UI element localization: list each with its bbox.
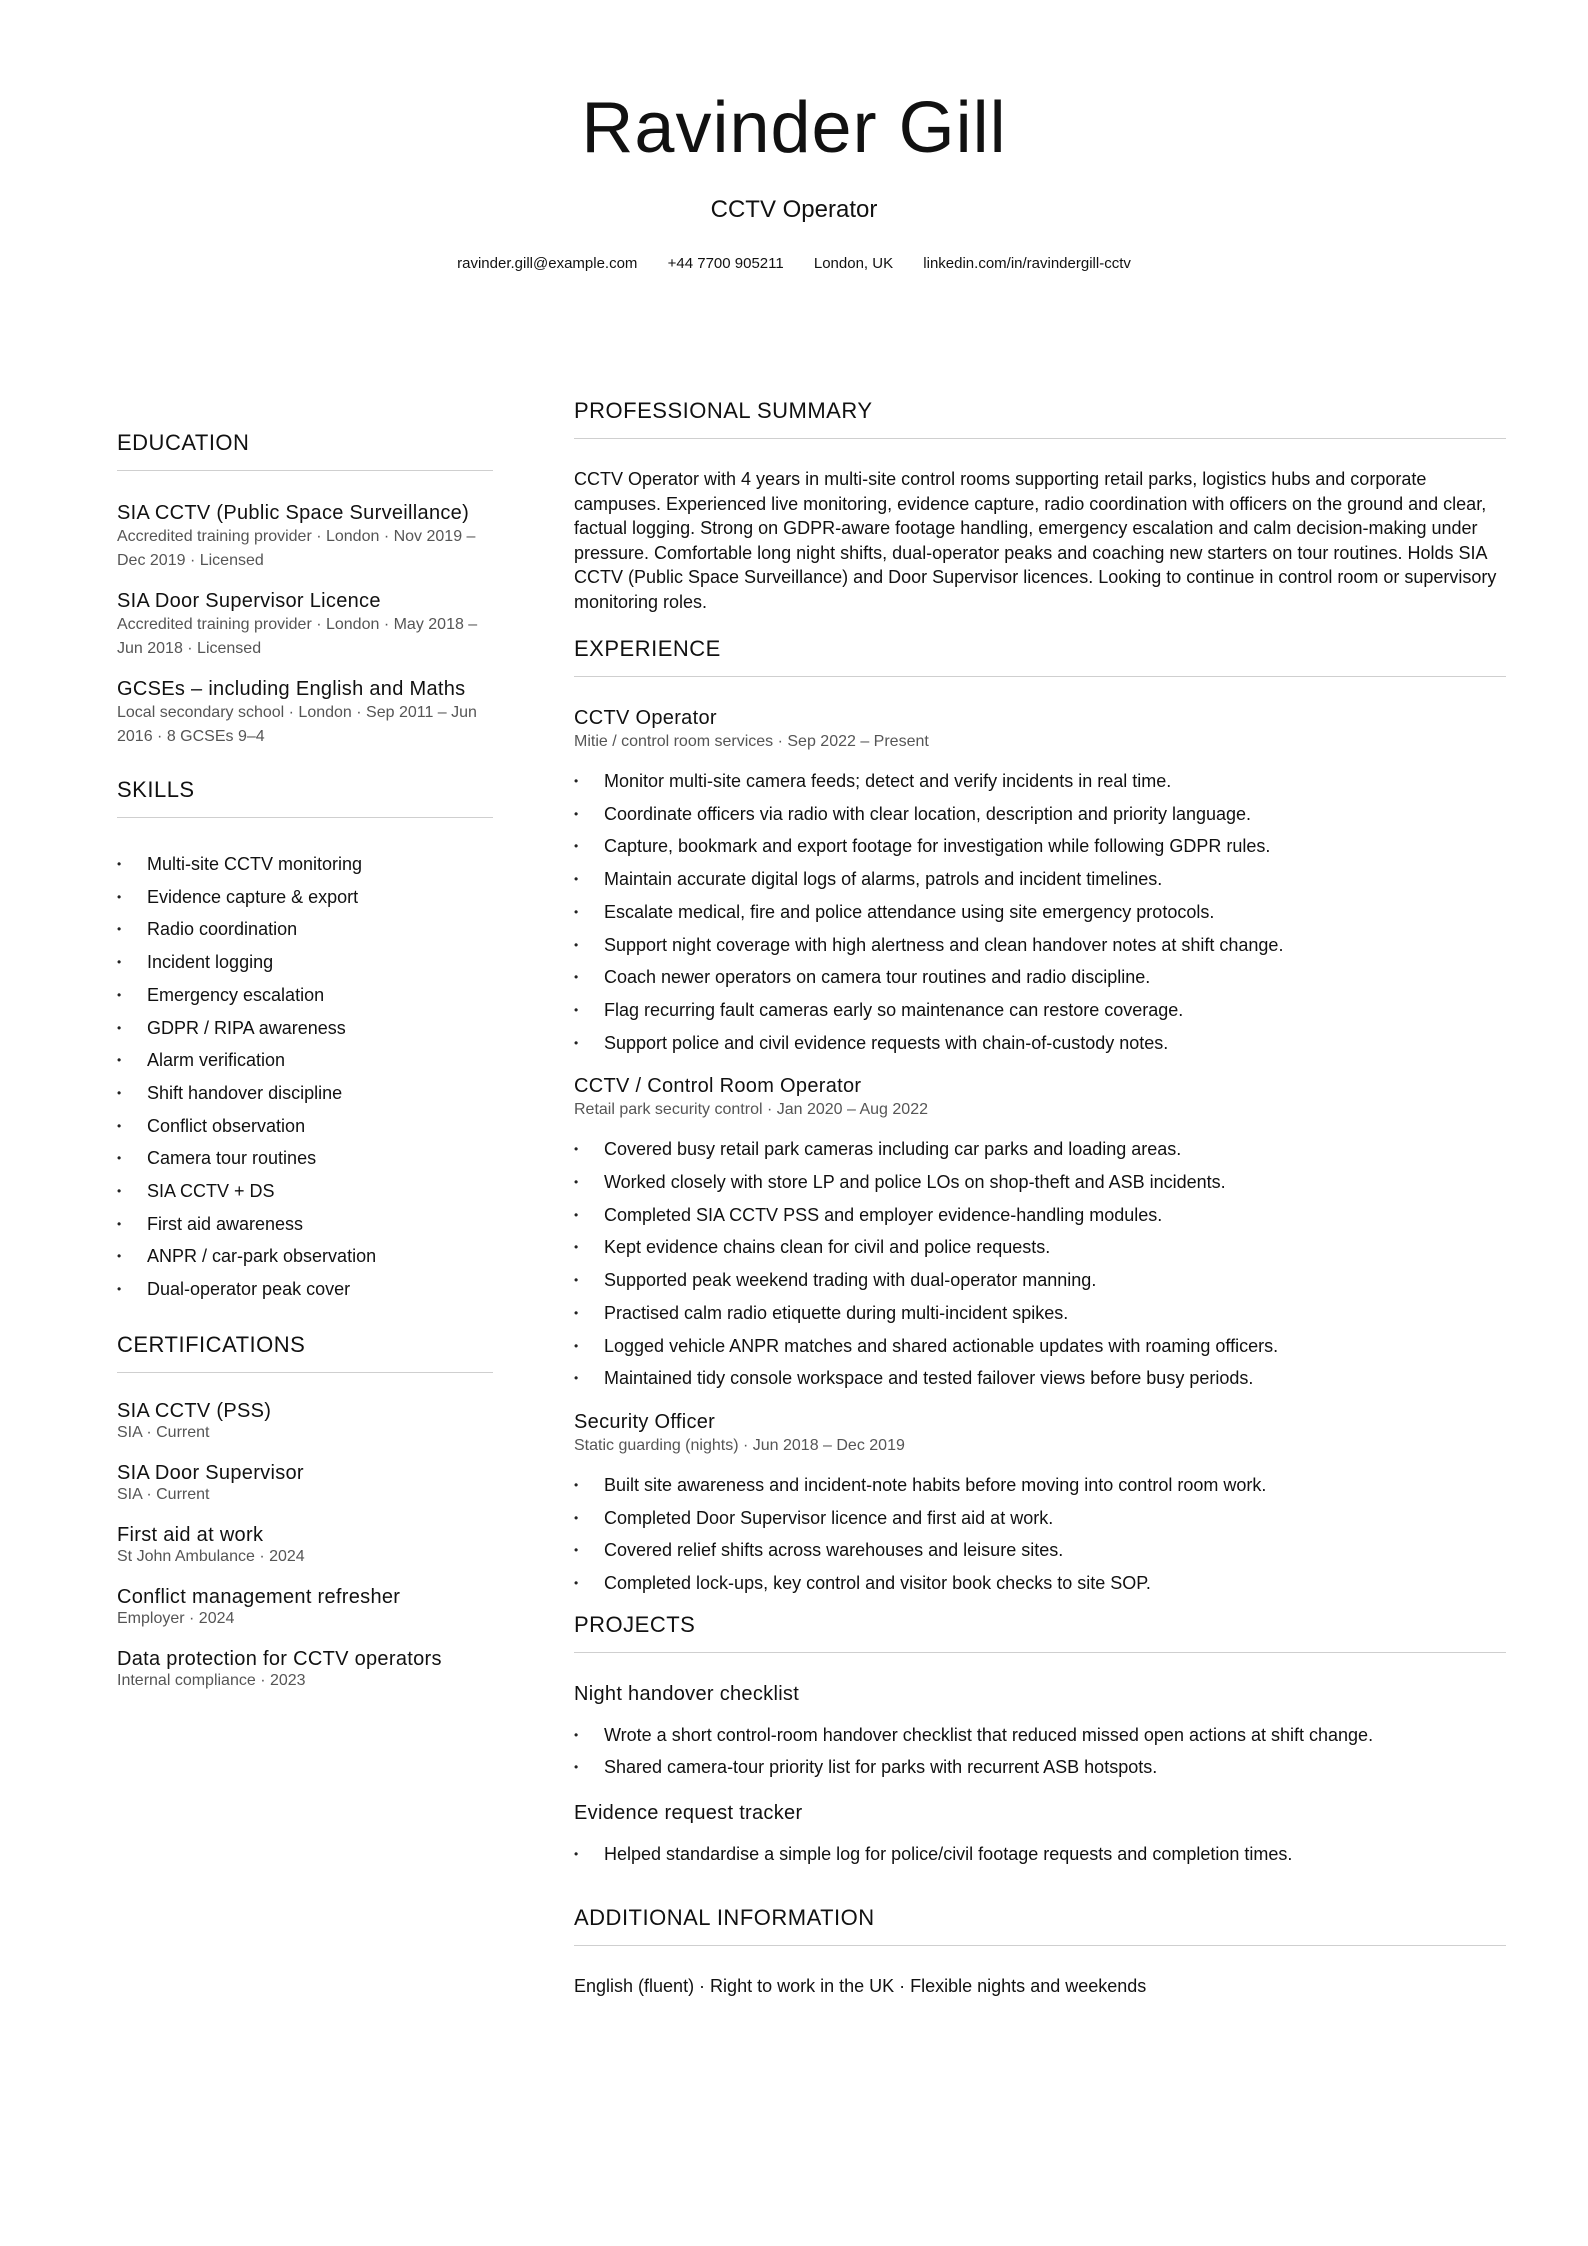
project-bullets: [574, 1719, 1506, 1784]
education-item: [117, 501, 493, 573]
education-item: [117, 677, 493, 749]
skill-item: • Incident logging: [117, 946, 493, 979]
certification-item: [117, 1461, 493, 1505]
bullet-item: • Shared camera-tour priority list for parks with recurrent ASB hotspots.: [574, 1751, 1506, 1784]
bullet-item: • Capture, bookmark and export footage for investigation while following GDPR rules.: [574, 830, 1506, 863]
project-bullets: [574, 1838, 1506, 1871]
certification-details: St John Ambulance · 2024: [117, 1547, 305, 1565]
education-title: GCSEs – including English and Maths: [117, 678, 466, 700]
certification-title: Data protection for CCTV operators: [117, 1647, 442, 1670]
skill-item: • SIA CCTV + DS: [117, 1175, 493, 1208]
job-details: Retail park security control · Jan 2020 – Aug 2022: [574, 1101, 928, 1119]
bullet-item: • Built site awareness and incident-note habits before moving into control room work.: [574, 1469, 1506, 1502]
certifications-heading: CERTIFICATIONS: [117, 1334, 493, 1373]
job-entry: [574, 1409, 1506, 1600]
education-details: Accredited training provider · London · May 2018 – Jun 2018 · Licensed: [117, 616, 478, 657]
bullet-item: • Flag recurring fault cameras early so maintenance can restore coverage.: [574, 994, 1506, 1027]
education-title: SIA Door Supervisor Licence: [117, 590, 381, 612]
bullet-item: • Covered busy retail park cameras including car parks and loading areas.: [574, 1133, 1506, 1166]
education-details: Accredited training provider · London · Nov 2019 – Dec 2019 · Licensed: [117, 528, 476, 569]
candidate-name: Ravinder Gill: [581, 88, 1007, 168]
bullet-item: • Support police and civil evidence requests with chain-of-custody notes.: [574, 1027, 1506, 1060]
additional-text: English (fluent) · Right to work in the UK · Flexible nights and weekends: [574, 1975, 1147, 1996]
certifications-list: [117, 1399, 493, 1691]
experience-heading: EXPERIENCE: [574, 638, 1506, 677]
skill-item: • GDPR / RIPA awareness: [117, 1012, 493, 1045]
bullet-item: • Coach newer operators on camera tour routines and radio discipline.: [574, 961, 1506, 994]
bullet-item: • Coordinate officers via radio with clear location, description and priority language.: [574, 798, 1506, 831]
bullet-item: • Monitor multi-site camera feeds; detect and verify incidents in real time.: [574, 765, 1506, 798]
skill-item: • Emergency escalation: [117, 979, 493, 1012]
bullet-item: • Logged vehicle ANPR matches and shared actionable updates with roaming officers.: [574, 1330, 1506, 1363]
bullet-item: • Support night coverage with high alertness and clean handover notes at shift change.: [574, 929, 1506, 962]
job-entry: [574, 705, 1506, 1059]
education-title: SIA CCTV (Public Space Surveillance): [117, 502, 470, 524]
certification-title: SIA CCTV (PSS): [117, 1399, 272, 1422]
education-heading: EDUCATION: [117, 432, 493, 471]
certification-details: Internal compliance · 2023: [117, 1671, 306, 1689]
contact-phone[interactable]: +44 7700 905211: [667, 255, 784, 272]
bullet-item: • Wrote a short control-room handover checklist that reduced missed open actions at shift change.: [574, 1719, 1506, 1752]
job-title: CCTV / Control Room Operator: [574, 1075, 862, 1098]
bullet-item: • Escalate medical, fire and police attendance using site emergency protocols.: [574, 896, 1506, 929]
skill-item: • Conflict observation: [117, 1110, 493, 1143]
skill-item: • Shift handover discipline: [117, 1077, 493, 1110]
job-title: CCTV Operator: [574, 707, 717, 729]
projects-heading: PROJECTS: [574, 1614, 1506, 1653]
summary-text: CCTV Operator with 4 years in multi-site control rooms supporting retail parks, logistics hubs and corporate campuses. Experienced live monitoring, evidence capture, radio coordination with officers on the ground and clear, factual logging. Strong on GDPR-aware footage handling, emergency escalation and calm decision-making under pressure. Comfortable long night shifts, dual-operator peaks and coaching new starters on tour routines. Holds SIA CCTV (Public Space Surveillance) and Door Supervisor licences. Looking to continue in control room or supervisory monitoring roles.: [574, 469, 1497, 612]
contact-linkedin[interactable]: linkedin.com/in/ravindergill-cctv: [923, 255, 1131, 272]
certification-title: First aid at work: [117, 1523, 264, 1546]
project-entry: [574, 1681, 1506, 1784]
certification-title: SIA Door Supervisor: [117, 1461, 304, 1484]
skill-item: • Camera tour routines: [117, 1142, 493, 1175]
education-item: [117, 589, 493, 661]
education-list: [117, 501, 493, 749]
bullet-item: • Helped standardise a simple log for police/civil footage requests and completion times.: [574, 1838, 1506, 1871]
project-title: Night handover checklist: [574, 1682, 800, 1705]
job-details: Static guarding (nights) · Jun 2018 – Dec 2019: [574, 1436, 905, 1454]
skill-item: • ANPR / car-park observation: [117, 1240, 493, 1273]
job-entry: [574, 1073, 1506, 1395]
project-title: Evidence request tracker: [574, 1802, 803, 1825]
bullet-item: • Kept evidence chains clean for civil and police requests.: [574, 1231, 1506, 1264]
contact-email[interactable]: ravinder.gill@example.com: [457, 255, 638, 272]
job-bullets: [574, 1133, 1506, 1395]
bullet-item: • Maintain accurate digital logs of alarms, patrols and incident timelines.: [574, 863, 1506, 896]
contact-line: [0, 256, 1588, 271]
skill-item: • First aid awareness: [117, 1208, 493, 1241]
job-bullets: [574, 765, 1506, 1059]
bullet-item: • Maintained tidy console workspace and tested failover views before busy periods.: [574, 1362, 1506, 1395]
project-entry: [574, 1800, 1506, 1871]
job-bullets: [574, 1469, 1506, 1600]
certification-item: [117, 1399, 493, 1443]
right-column: [574, 400, 1506, 1998]
certification-item: [117, 1647, 493, 1691]
certification-item: [117, 1585, 493, 1629]
education-details: Local secondary school · London · Sep 2011 – Jun 2016 · 8 GCSEs 9–4: [117, 704, 477, 745]
bullet-item: • Completed SIA CCTV PSS and employer evidence-handling modules.: [574, 1199, 1506, 1232]
contact-location: London, UK: [813, 255, 894, 272]
bullet-item: • Covered relief shifts across warehouses and leisure sites.: [574, 1534, 1506, 1567]
summary-heading: PROFESSIONAL SUMMARY: [574, 400, 1506, 439]
certification-details: SIA · Current: [117, 1423, 210, 1441]
additional-heading: ADDITIONAL INFORMATION: [574, 1907, 1506, 1946]
skills-list: [117, 848, 493, 1306]
skill-item: • Evidence capture & export: [117, 881, 493, 914]
bullet-item: • Completed lock-ups, key control and visitor book checks to site SOP.: [574, 1567, 1506, 1600]
bullet-item: • Worked closely with store LP and police LOs on shop-theft and ASB incidents.: [574, 1166, 1506, 1199]
skill-item: • Multi-site CCTV monitoring: [117, 848, 493, 881]
skill-item: • Radio coordination: [117, 913, 493, 946]
certification-details: SIA · Current: [117, 1485, 210, 1503]
bullet-item: • Practised calm radio etiquette during multi-incident spikes.: [574, 1297, 1506, 1330]
job-title: Security Officer: [574, 1410, 716, 1433]
certification-details: Employer · 2024: [117, 1609, 235, 1627]
certification-title: Conflict management refresher: [117, 1585, 401, 1608]
skills-heading: SKILLS: [117, 779, 493, 818]
left-column: [117, 432, 493, 1709]
candidate-role: CCTV Operator: [710, 196, 878, 223]
skill-item: • Alarm verification: [117, 1044, 493, 1077]
job-details: Mitie / control room services · Sep 2022 – Present: [574, 733, 929, 750]
skill-item: • Dual-operator peak cover: [117, 1273, 493, 1306]
bullet-item: • Completed Door Supervisor licence and first aid at work.: [574, 1502, 1506, 1535]
certification-item: [117, 1523, 493, 1567]
bullet-item: • Supported peak weekend trading with dual-operator manning.: [574, 1264, 1506, 1297]
